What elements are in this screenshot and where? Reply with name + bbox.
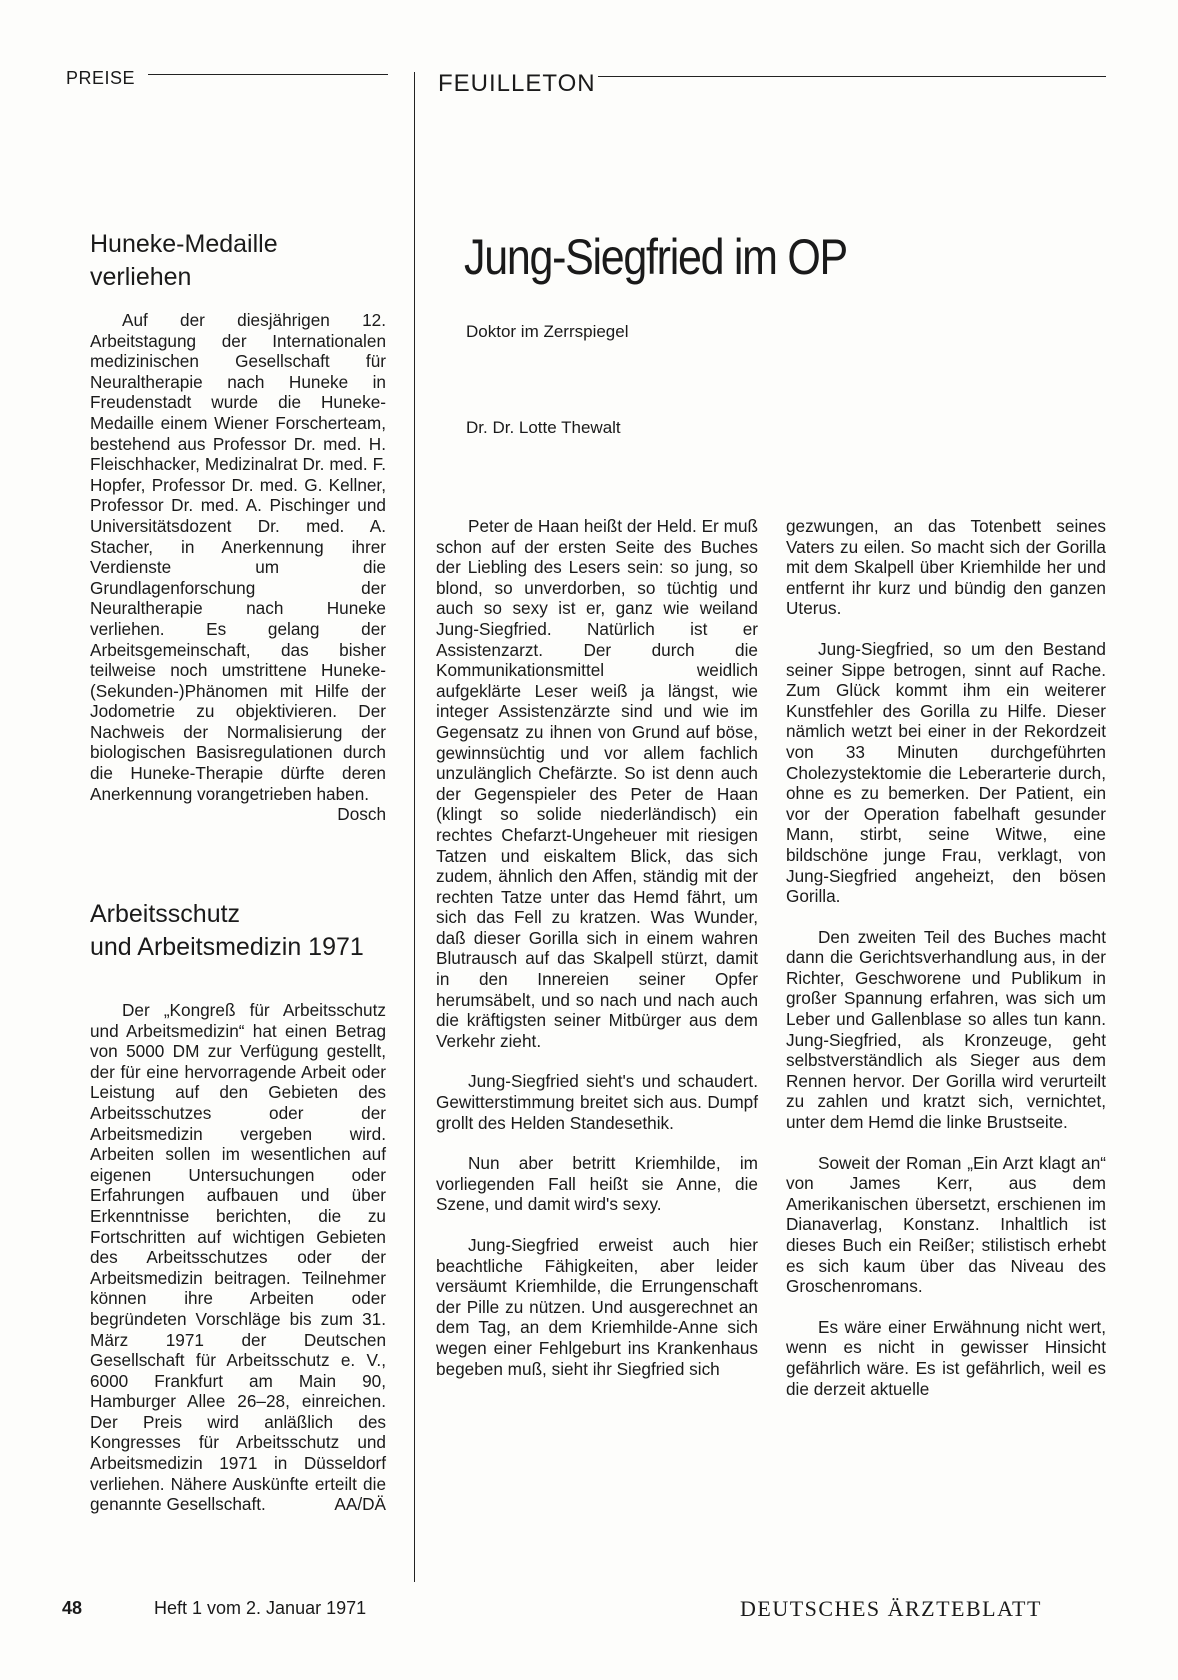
header-rule-right: [598, 76, 1106, 77]
article-text: Der „Kongreß für Arbeitsschutz und Arbeitsmedizin“ hat einen Betrag von 5000 DM zur Verfügung gestellt, der für eine hervorragende Arbeit oder Leistung auf den Gebieten des Arbeitsschutzes oder der Arbeitsmedizin vergeben wird. Arbeiten sollen im wesentlichen auf eigenen Untersuchungen oder Erfahrungen aufbauen und über Erkenntnisse berichten, die zu Fortschritten auf wichtigen Gebieten des Arbeitsschutzes oder der Arbeitsmedizin beitragen. Teilnehmer können ihre Arbeiten oder begründeten Vorschläge bis zum 31. März 1971 der Deutschen Gesellschaft für Arbeitsschutz e. V., 6000 Frankfurt am Main 90, Hamburger Allee 26–28, einreichen. Der Preis wird anläßlich des Kongresses für Arbeitsschutz und Arbeitsmedizin 1971 in Düsseldorf verliehen. Nähere Auskünfte erteilt die genannte Gesellschaft.: [90, 1000, 386, 1515]
headline-line: und Arbeitsmedizin 1971: [90, 933, 364, 961]
headline-line: Arbeitsschutz: [90, 900, 241, 928]
article-headline-huneke: [90, 228, 390, 294]
feature-paragraph: Soweit der Roman „Ein Arzt klagt an“ von James Kerr, aus dem Amerikanischen übersetzt, erschienen im Dianaverlag, Konstanz. Inhaltlich ist dieses Buch ein Reißer; stilistisch erhebt es sich kaum über das Niveau des Groschenromans.: [786, 1152, 1106, 1297]
feature-paragraph: Es wäre einer Erwähnung nicht wert, wenn es nicht in gewisser Hinsicht gefährlich wäre. Es ist gefährlich, weil es die derzeit aktuelle: [786, 1316, 1106, 1399]
article-body-arbeitsschutz: [90, 1000, 386, 1515]
section-label-preise: PREISE: [66, 68, 136, 88]
article-text: Auf der diesjährigen 12. Arbeitstagung der Internationalen medizinischen Gesellschaft für Neuraltherapie nach Huneke in Freudenstadt wurde die Huneke-Medaille einem Wiener Forscherteam, bestehend aus Professor Dr. med. H. Fleischhacker, Medizinalrat Dr. med. F. Hopfer, Professor Dr. med. G. Kellner, Professor Dr. med. A. Pischinger und Universitätsdozent Dr. med. A. Stacher, in Anerkennung ihrer Verdienste um die Grundlagenforschung der Neuraltherapie nach Huneke verliehen. Es gelang der Arbeitsgemeinschaft, das bisher teilweise noch umstrittene Huneke-(Sekunden-)Phänomen mit Hilfe der Jodometrie zu objektivieren. Der Nachweis der Normalisierung der biologischen Basisregulationen durch die Huneke-Therapie dürfte deren Anerkennung vorangetrieben haben.: [90, 310, 386, 804]
headline-line: Huneke-Medaille: [90, 230, 278, 258]
feature-paragraph: gezwungen, an das Totenbett seines Vaters zu eilen. So macht sich der Gorilla mit dem Skalpell über Kriemhilde her und entfernt ihr kurz und bündig den ganzen Uterus.: [786, 516, 1106, 619]
issue-line: Heft 1 vom 2. Januar 1971: [154, 1598, 367, 1618]
article-signature: AA/DÄ: [334, 1494, 386, 1515]
feature-paragraph: Jung-Siegfried sieht's und schaudert. Gewitterstimmung breitet sich aus. Dumpf grollt des Helden Standesethik.: [436, 1071, 758, 1133]
headline-line: verliehen: [90, 263, 192, 291]
article-headline-arbeitsschutz: [90, 898, 390, 964]
article-body-huneke: [90, 310, 386, 825]
column-divider: [414, 72, 415, 1582]
article-signature: Dosch: [337, 804, 386, 825]
feature-title: Jung-Siegfried im OP: [464, 229, 847, 285]
masthead: DEUTSCHES ÄRZTEBLATT: [740, 1596, 1042, 1621]
feature-paragraph: Peter de Haan heißt der Held. Er muß schon auf der ersten Seite des Buches der Liebling des Lesers sein: so jung, so blond, so unverdorben, so tüchtig und auch so sexy ist er, ganz wie weiland Jung-Siegfried. Natürlich ist er Assistenzarzt. Der durch die Kommunikationsmittel weidlich aufgeklärte Leser weiß ja längst, wie integer Assistenzärzte sind und wie im Gegensatz zu ihnen von Grund auf böse, gewinnsüchtig und vor allem fachlich unzulänglich Chefärzte. So ist denn auch der Gegenspieler des Peter de Haan (klingt so solide niederländisch) ein rechtes Chefarzt-Ungeheuer mit riesigen Tatzen und eiskaltem Blick, das sich zudem, ähnlich den Affen, ständig mit der rechten Tatze unter das Hemd fährt, um sich das Fell zu kratzen. Was Wunder, daß dieser Gorilla sich in einem wahren Blutrausch auf das Skalpell stürzt, damit in den Innereien seiner Opfer herumsäbelt, und so nach und nach auch die kräftigsten seiner Mitbürger aus dem Verkehr zieht.: [436, 516, 758, 1051]
header-rule-left: [148, 74, 388, 75]
feature-column-b: [786, 516, 1106, 1399]
page-number: 48: [62, 1598, 83, 1618]
feature-paragraph: Jung-Siegfried erweist auch hier beachtliche Fähigkeiten, aber leider versäumt Kriemhilde, die Errungenschaft der Pille zu nützen. Und ausgerechnet an dem Tag, an dem Kriemhilde-Anne sich wegen einer Fehlgeburt ins Krankenhaus begeben muß, sieht ihr Siegfried sich: [436, 1235, 758, 1379]
feature-paragraph: Nun aber betritt Kriemhilde, im vorliegenden Fall heißt sie Anne, die Szene, und damit wird's sexy.: [436, 1153, 758, 1215]
feature-paragraph: Den zweiten Teil des Buches macht dann die Gerichtsverhandlung aus, in der Richter, Geschworene und Publikum in großer Spannung erfahren, was sich um Leber und Gallenblase so alles tun kann. Jung-Siegfried, als Kronzeuge, geht selbstverständlich als Sieger aus dem Rennen hervor. Der Gorilla wird verurteilt zu zahlen und kratzt sich, vernichtet, unter dem Hemd die linke Brustseite.: [786, 926, 1106, 1133]
feature-column-a: [436, 516, 758, 1379]
feature-author: Dr. Dr. Lotte Thewalt: [466, 418, 621, 437]
section-label-feuilleton: FEUILLETON: [438, 70, 596, 97]
feature-subtitle: Doktor im Zerrspiegel: [466, 322, 629, 341]
feature-paragraph: Jung-Siegfried, so um den Bestand seiner Sippe betrogen, sinnt auf Rache. Zum Glück kommt ihm ein weiterer Kunstfehler des Gorilla zu Hilfe. Dieser nämlich wetzt bei einer in der Rekordzeit von 33 Minuten durchgeführten Cholezystektomie die Leberarterie durch, ohne es zu bemerken. Der Patient, ein vor der Operation fabelhaft gesunder Mann, stirbt, seine Witwe, eine bildschöne junge Frau, verklagt, von Jung-Siegfried angeheizt, den bösen Gorilla.: [786, 638, 1106, 907]
